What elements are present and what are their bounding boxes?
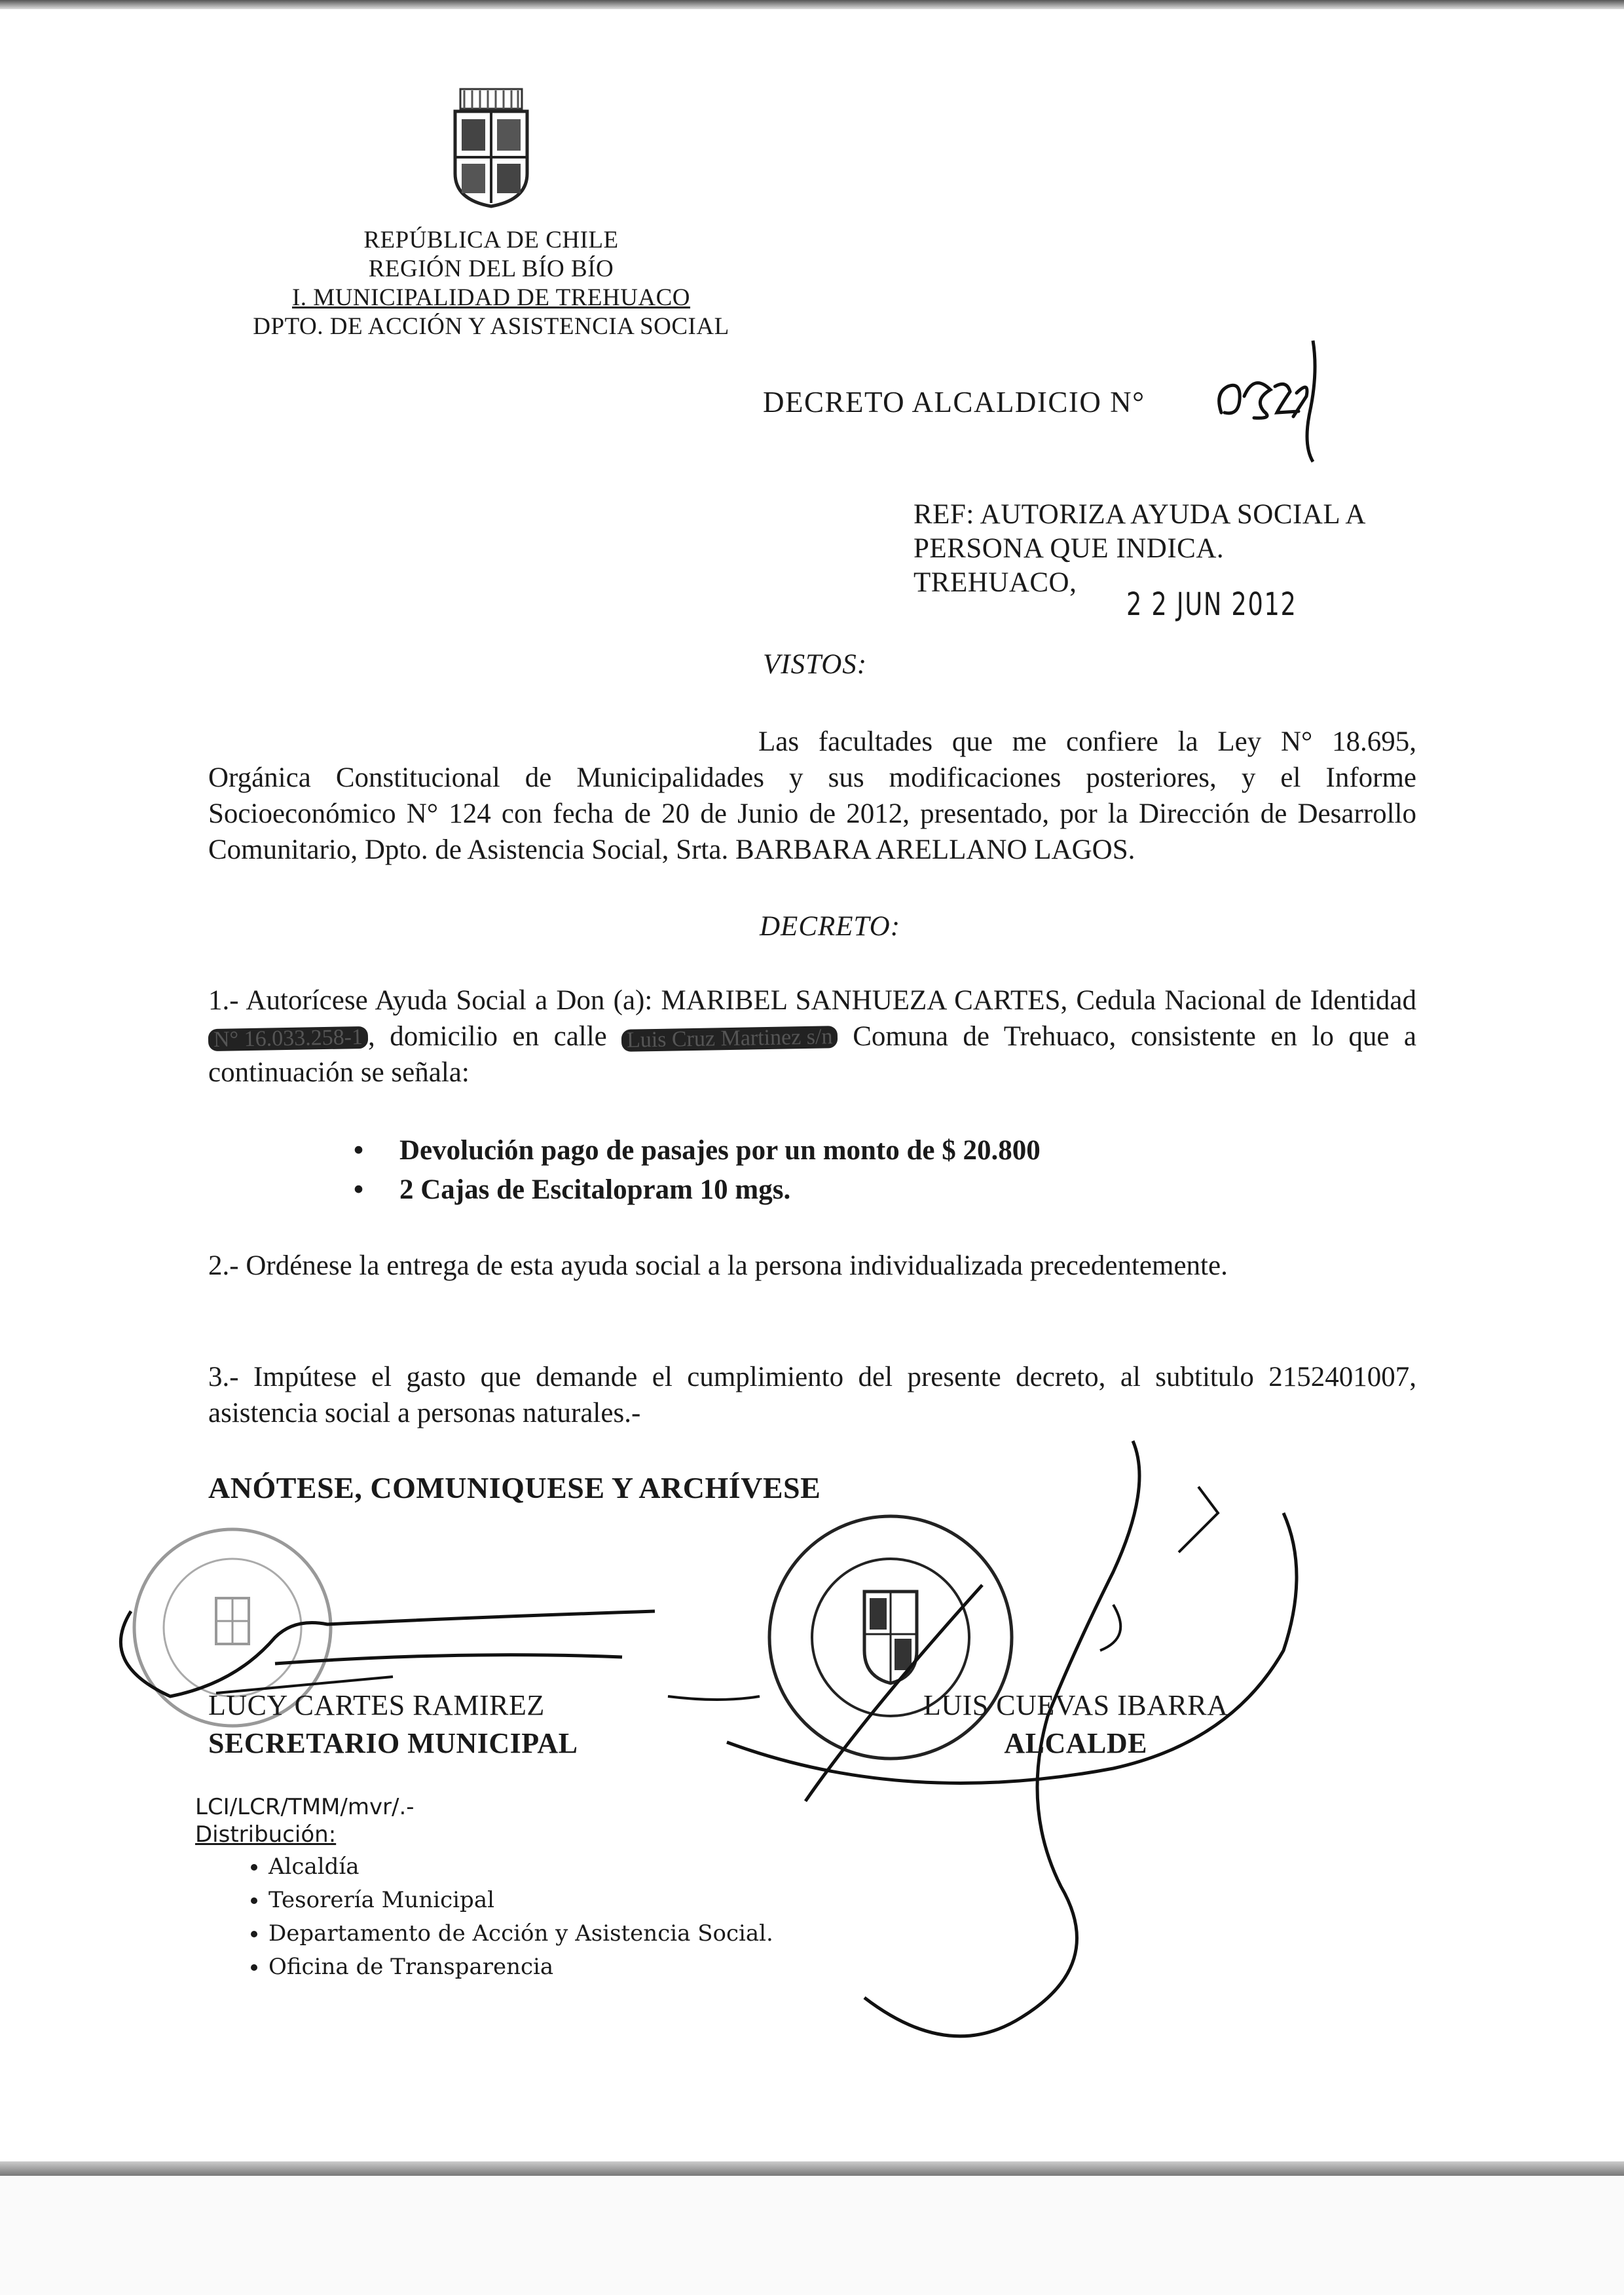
decreto-heading: DECRETO: [760,911,901,942]
article-1-text-c: Comuna de Trehuaco, consistente en lo que a continuación se señala: [208,1021,1417,1088]
secretary-name: LUCY CARTES RAMIREZ [208,1689,545,1721]
distribution-label: Distribución: [195,1821,337,1848]
article-1-text-b: , domicilio en calle [367,1021,607,1052]
reference-initials: LCI/LCR/TMM/mvr/.- [195,1794,415,1820]
list-item: • Departamento de Acción y Asistencia Social. [268,1917,773,1950]
aid-item-text: Devolución pago de pasajes por un monto de $ 20.800 [399,1135,1041,1166]
mayor-signature-block [923,1687,1228,1763]
ref-place: TREHUACO, [913,567,1077,598]
secretary-signature-block [208,1687,578,1763]
article-1-text-a: 1.- Autorícese Ayuda Social a Don (a): MARIBEL SANHUEZA CARTES, Cedula Nacional de Identidad [208,985,1416,1016]
date-stamp: 2 2 JUN 2012 [1126,586,1297,623]
article-2: 2.- Ordénese la entrega de esta ayuda social a la persona individualizada precedentemente. [208,1250,1228,1281]
aid-item-text: 2 Cajas de Escitalopram 10 mgs. [399,1174,791,1205]
scan-edge-bottom [0,2161,1624,2176]
mayor-role: ALCALDE [1004,1727,1148,1759]
bullet-icon: • [354,1135,364,1166]
distribution-list [252,1850,773,1984]
mayor-name: LUIS CUEVAS IBARRA [923,1689,1228,1721]
header-line-country: REPÚBLICA DE CHILE [363,227,619,253]
header-line-municipality: I. MUNICIPALIDAD DE TREHUACO [291,284,691,311]
article-3: 3.- Impútese el gasto que demande el cumplimiento del presente decreto, al subtitulo 2152401007, asistencia social a personas naturales.- [208,1362,1416,1428]
scan-margin [0,2176,1624,2295]
ref-line-2: PERSONA QUE INDICA. [913,533,1225,564]
header-line-department: DPTO. DE ACCIÓN Y ASISTENCIA SOCIAL [253,313,729,340]
list-item: • Tesorería Municipal [268,1884,773,1917]
ref-line-1: REF: AUTORIZA AYUDA SOCIAL A [913,499,1366,530]
redacted-id-number: N° 16.033.258-1 [208,1026,369,1051]
closing-formula: ANÓTESE, COMUNIQUESE Y ARCHÍVESE [208,1471,821,1504]
secretary-role: SECRETARIO MUNICIPAL [208,1727,578,1759]
decree-title-label: DECRETO ALCALDICIO N° [763,386,1145,419]
vistos-heading: VISTOS: [763,649,868,680]
list-item: • Oficina de Transparencia [268,1950,773,1984]
list-item: • Alcaldía [268,1850,773,1884]
bullet-icon: • [354,1174,364,1205]
redacted-address: Luis Cruz Martinez s/n [621,1026,838,1052]
header-line-region: REGIÓN DEL BÍO BÍO [368,255,614,282]
vistos-paragraph: Las facultades que me confiere la Ley N° 18.695, Orgánica Constitucional de Municipalidades y sus modificaciones posteriores, y el Informe Socioeconómico N° 124 con fecha de 20 de Junio de 2012, presentado, por la Dirección de Desarrollo Comunitario, Dpto. de Asistencia Social, Srta. BARBARA ARELLANO LAGOS. [208,726,1416,865]
